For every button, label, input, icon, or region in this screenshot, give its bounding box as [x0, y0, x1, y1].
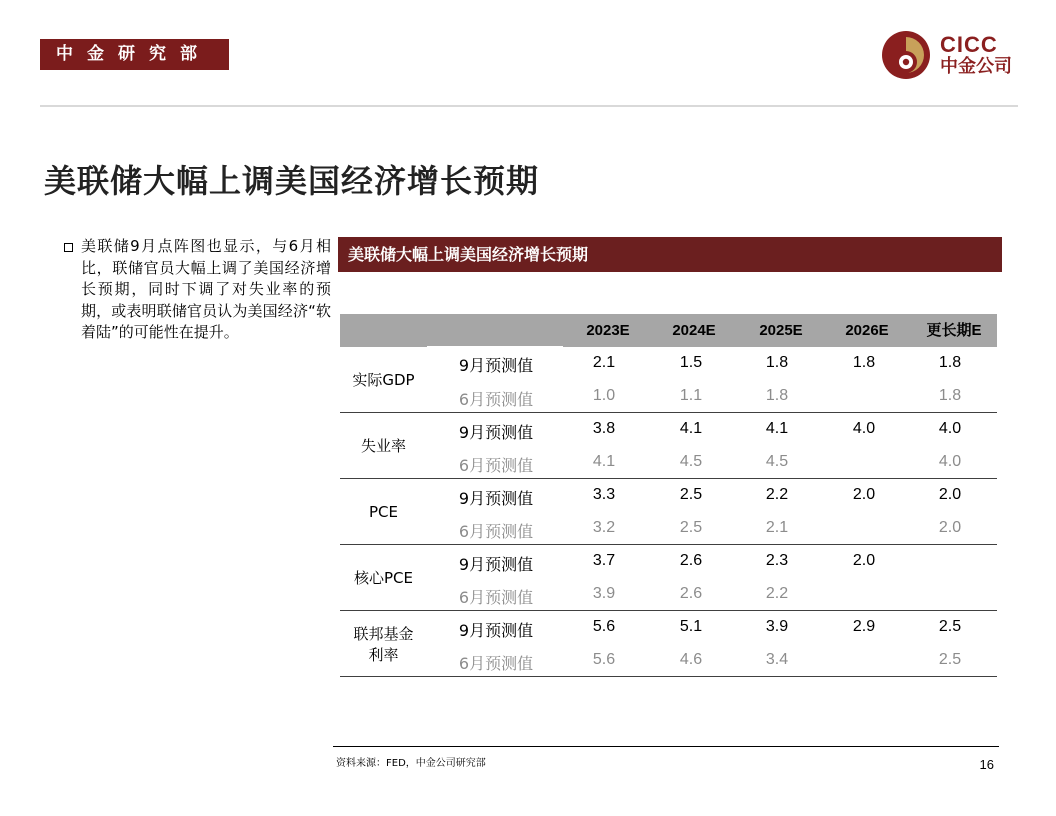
table-cell: 1.5: [679, 354, 703, 371]
cicc-logo-icon: [880, 29, 934, 83]
table-cell: 2.5: [938, 651, 962, 668]
table-cell: 3.9: [592, 585, 616, 602]
table-cell: 5.1: [679, 618, 703, 635]
table-cell: 3.2: [592, 519, 616, 536]
column-header: 2023E: [586, 322, 630, 339]
footer-divider: [333, 746, 999, 747]
table-cell: 1.8: [938, 354, 962, 371]
table-cell: 4.0: [938, 420, 962, 437]
department-tag: 中金研究部: [40, 39, 229, 70]
table-cell: 5.6: [592, 651, 616, 668]
row-label-line: 利率: [368, 646, 399, 664]
bullet-text: 美联储9月点阵图也显示，与6月相比，联储官员大幅上调了美国经济增长预期，同时下调了对失业率的预期，或表明联储官员认为美国经济“软着陆”的可能性在提升。: [81, 237, 331, 341]
jun-forecast-label: 6月预测值: [458, 456, 534, 475]
table-banner: 美联储大幅上调美国经济增长预期: [338, 237, 1002, 272]
row-label-pce: PCE: [369, 503, 398, 521]
table-cell: 2.1: [765, 519, 789, 536]
table-cell: 4.1: [679, 420, 703, 437]
sep-forecast-label: 9月预测值: [458, 555, 534, 574]
row-divider: [340, 478, 997, 479]
table-cell: 2.6: [679, 552, 703, 569]
table-cell: 1.1: [679, 387, 703, 404]
jun-forecast-label: 6月预测值: [458, 522, 534, 541]
sep-forecast-label: 9月预测值: [458, 489, 534, 508]
table-cell: 2.1: [592, 354, 616, 371]
table-cell: 2.3: [765, 552, 789, 569]
table-cell: 3.4: [765, 651, 789, 668]
table-cell: 4.1: [765, 420, 789, 437]
table-cell: 3.9: [765, 618, 789, 635]
table-cell: 3.8: [592, 420, 616, 437]
table-cell: 4.5: [679, 453, 703, 470]
jun-forecast-label: 6月预测值: [458, 654, 534, 673]
table-cell: 4.1: [592, 453, 616, 470]
source-note: 资料来源：FED，中金公司研究部: [336, 758, 486, 769]
sep-forecast-label: 9月预测值: [458, 621, 534, 640]
jun-forecast-label: 6月预测值: [458, 588, 534, 607]
table-cell: 4.6: [679, 651, 703, 668]
table-cell: 4.5: [765, 453, 789, 470]
table-cell: 2.2: [765, 585, 789, 602]
row-divider: [340, 412, 997, 413]
row-label-gdp: 实际GDP: [352, 371, 415, 389]
table-cell: 2.9: [852, 618, 876, 635]
table-cell: 2.5: [679, 486, 703, 503]
row-label-fed-funds-rate: [340, 624, 427, 666]
cicc-logo: [880, 29, 1020, 83]
column-header: 2024E: [672, 322, 716, 339]
table-cell: 2.2: [765, 486, 789, 503]
table-cell: 3.3: [592, 486, 616, 503]
page-number: 16: [979, 757, 994, 772]
table-cell: 2.5: [679, 519, 703, 536]
row-divider: [340, 676, 997, 677]
logo-text-cn: 中金公司: [940, 56, 1012, 77]
row-label-unemployment: 失业率: [360, 437, 406, 455]
sep-forecast-label: 9月预测值: [458, 423, 534, 442]
table-cell: 1.0: [592, 387, 616, 404]
jun-forecast-label: 6月预测值: [458, 390, 534, 409]
header-divider: [40, 105, 1018, 107]
page-title: 美联储大幅上调美国经济增长预期: [44, 162, 540, 200]
table-cell: 2.5: [938, 618, 962, 635]
table-cell: 2.6: [679, 585, 703, 602]
column-header: 更长期E: [926, 322, 982, 339]
table-cell: 2.0: [852, 552, 876, 569]
column-header: 2026E: [845, 322, 889, 339]
table-cell: 2.0: [938, 486, 962, 503]
row-divider: [340, 610, 997, 611]
table-cell: 1.8: [765, 354, 789, 371]
table-cell: 3.7: [592, 552, 616, 569]
row-label-core-pce: 核心PCE: [354, 569, 413, 587]
table-cell: 1.8: [938, 387, 962, 404]
column-header: 2025E: [759, 322, 803, 339]
row-label-line: 联邦基金: [353, 625, 414, 643]
table-cell: 5.6: [592, 618, 616, 635]
table-cell: 2.0: [938, 519, 962, 536]
table-cell: 4.0: [938, 453, 962, 470]
table-cell: 1.8: [765, 387, 789, 404]
logo-text-en: CICC: [940, 32, 998, 57]
sep-forecast-label: 9月预测值: [458, 356, 534, 375]
header-divider-white: [427, 346, 563, 348]
table-cell: 1.8: [852, 354, 876, 371]
table-cell: 2.0: [852, 486, 876, 503]
bullet-square-icon: [64, 243, 73, 252]
table-cell: 4.0: [852, 420, 876, 437]
row-divider: [340, 544, 997, 545]
